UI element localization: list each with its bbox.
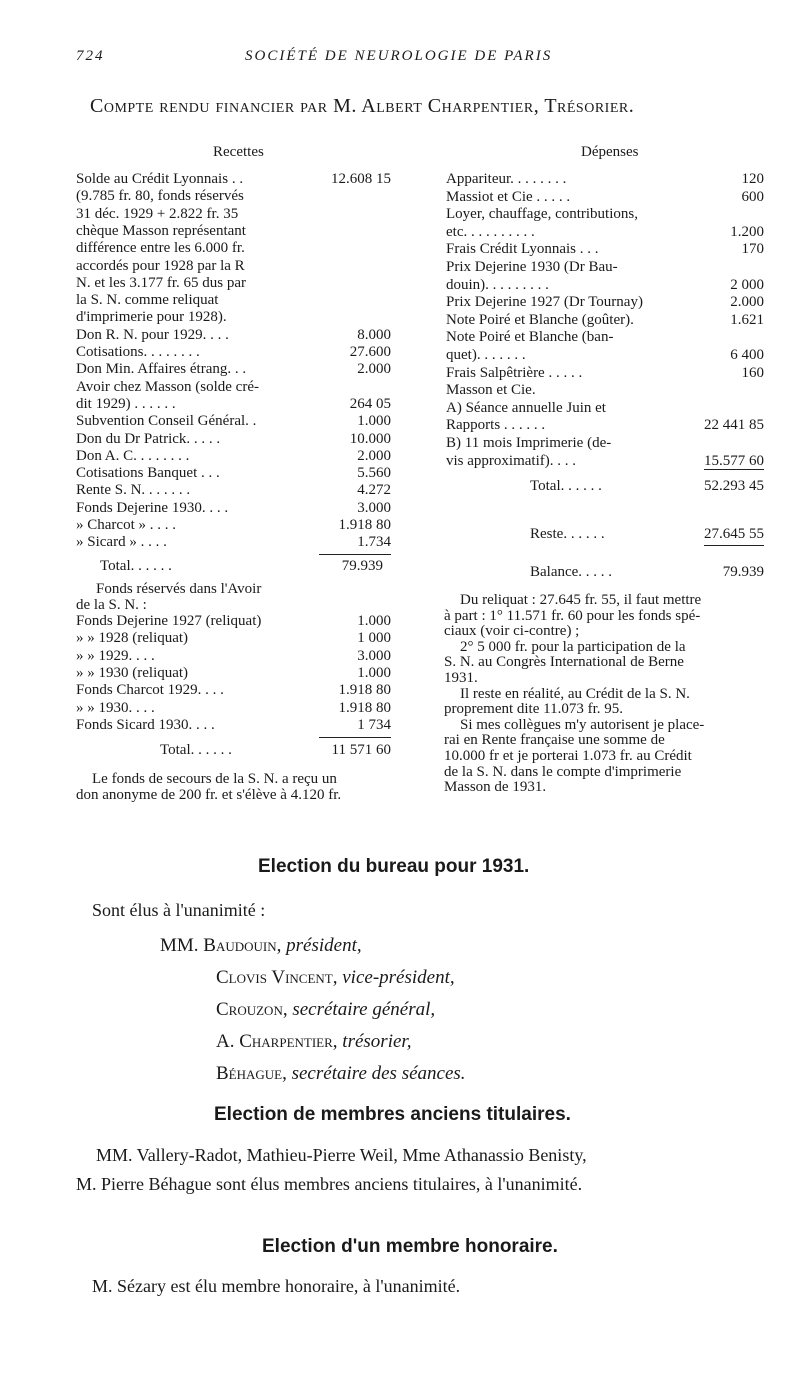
ledger-amount: 1.918 80 (338, 682, 391, 699)
member-role: secrétaire général, (292, 999, 436, 1020)
ledger-row (76, 666, 391, 681)
bureau-member: Crouzon, secrétaire général, (216, 999, 436, 1020)
ledger-label: A) Séance annuelle Juin et (446, 399, 606, 416)
ledger-label: etc. . . . . . . . . . (446, 223, 535, 240)
recettes-heading: Recettes (213, 144, 264, 160)
page-number: 724 (76, 48, 105, 64)
total-label: Total. . . . . . (160, 742, 232, 759)
ledger-label: Frais Salpêtrière . . . . . (446, 364, 583, 381)
ledger-row (76, 501, 391, 516)
ledger-row (446, 436, 764, 451)
reliquat-line: à part : 1° 11.571 fr. 60 pour les fonds spé- (444, 607, 701, 624)
member-name: Baudouin (203, 935, 277, 956)
election-bureau-heading: Election du bureau pour 1931. (258, 856, 530, 877)
ledger-label: (9.785 fr. 80, fonds réservés (76, 188, 244, 205)
ledger-row (446, 260, 764, 275)
ledger-amount: 1 734 (357, 716, 391, 733)
total-rule (319, 737, 391, 738)
ledger-row (76, 466, 391, 481)
depenses-heading: Dépenses (581, 144, 639, 160)
ledger-row (446, 418, 764, 433)
ledger-row (446, 172, 764, 187)
ledger-amount: 2.000 (357, 447, 391, 464)
election-honoraire-heading: Election d'un membre honoraire. (262, 1236, 558, 1257)
ledger-amount: 1.000 (357, 613, 391, 629)
ledger-row (76, 397, 391, 412)
ledger-row (76, 449, 391, 464)
ledger-label: » » 1928 (reliquat) (76, 630, 189, 647)
ledger-amount: 2.000 (357, 361, 391, 378)
ledger-label: Fonds Dejerine 1927 (reliquat) (76, 613, 262, 629)
ledger-label: dit 1929) . . . . . . (76, 395, 176, 412)
ledger-amount: 27.600 (349, 344, 391, 360)
election-honoraire-line: M. Sézary est élu membre honoraire, à l'unanimité. (92, 1276, 461, 1296)
ledger-row (76, 207, 391, 222)
ledger-label: Note Poiré et Blanche (ban- (446, 329, 614, 346)
ledger-label: accordés pour 1928 par la R (76, 257, 245, 274)
ledger-amount: 160 (741, 364, 764, 381)
bureau-member: Clovis Vincent, vice-président, (216, 967, 455, 988)
ledger-row (446, 242, 764, 257)
bureau-member: Béhague, secrétaire des séances. (216, 1063, 466, 1084)
ledger-row (76, 631, 391, 646)
ledger-amount: 1.621 (730, 311, 764, 328)
ledger-row (76, 328, 391, 343)
ledger-amount: 22 441 85 (704, 417, 764, 434)
reliquat-line: ciaux (voir ci-contre) ; (444, 623, 580, 640)
ledger-label: B) 11 mois Imprimerie (de- (446, 435, 612, 451)
ledger-row (76, 224, 391, 239)
member-name: Béhague (216, 1063, 283, 1084)
ledger-label: Don du Dr Patrick. . . . . (76, 430, 221, 447)
ledger-label: d'imprimerie pour 1928). (76, 309, 227, 326)
ledger-row (446, 401, 764, 416)
reserves-note-2: don anonyme de 200 fr. et s'élève à 4.120 fr. (76, 787, 342, 803)
ledger-row (76, 649, 391, 664)
ledger-row (76, 189, 391, 204)
ledger-row (76, 259, 391, 274)
ledger-row (76, 432, 391, 447)
ledger-row (446, 207, 764, 222)
ledger-amount: 170 (741, 241, 764, 258)
ledger-amount: 1.000 (357, 664, 391, 681)
reliquat-line: rai en Rente française une somme de (444, 732, 665, 749)
ledger-label: vis approximatif). . . . (446, 452, 576, 469)
total-amount: 52.293 45 (704, 478, 764, 495)
ledger-label: Massiot et Cie . . . . . (446, 188, 571, 205)
member-name: A. Charpentier (216, 1031, 333, 1052)
ledger-label: Rapports . . . . . . (446, 417, 546, 434)
ledger-label: Fonds Sicard 1930. . . . (76, 716, 215, 733)
member-role: président, (286, 935, 362, 956)
total-amount: 79.939 (341, 557, 383, 574)
ledger-label: Cotisations. . . . . . . . (76, 344, 200, 360)
ledger-row (76, 414, 391, 429)
ledger-amount: 1.918 80 (338, 699, 391, 716)
ledger-row (446, 225, 764, 240)
ledger-amount: 1.000 (357, 413, 391, 430)
ledger-label: Rente S. N. . . . . . . (76, 482, 191, 499)
election-anciens-line-1: MM. Vallery-Radot, Mathieu-Pierre Weil, Mme Athanassio Benisty, (96, 1145, 587, 1165)
member-name: Clovis Vincent (216, 967, 333, 988)
ledger-row (76, 345, 391, 360)
member-role: vice-président, (342, 967, 455, 988)
balance-amount: 79.939 (722, 564, 764, 581)
ledger-row (76, 559, 391, 574)
ledger-amount: 120 (741, 171, 764, 187)
ledger-row (76, 683, 391, 698)
ledger-label: Subvention Conseil Général. . (76, 413, 257, 430)
ledger-amount: 264 05 (349, 395, 391, 412)
ledger-row (446, 278, 764, 293)
ledger-label: » » 1930 (reliquat) (76, 664, 189, 681)
ledger-row (76, 483, 391, 498)
bureau-member: A. Charpentier, trésorier, (216, 1031, 412, 1052)
total-label: Total. . . . . . (100, 557, 172, 574)
ledger-amount: 600 (741, 188, 764, 205)
ledger-label: Fonds Charcot 1929. . . . (76, 682, 224, 699)
ledger-amount: 4.272 (357, 482, 391, 499)
total-amount: 11 571 60 (331, 742, 391, 759)
ledger-row (446, 383, 764, 398)
ledger-amount: 1.200 (730, 223, 764, 240)
ledger-row (76, 743, 391, 758)
reliquat-line: Si mes collègues m'y autorisent je place- (460, 716, 705, 733)
ledger-row (446, 527, 764, 542)
member-name: Crouzon (216, 999, 283, 1020)
ledger-amount: 15.577 60 (704, 452, 764, 469)
reliquat-line: Du reliquat : 27.645 fr. 55, il faut mettre (460, 592, 702, 608)
reliquat-line: Masson de 1931. (444, 779, 547, 796)
ledger-label: Fonds Dejerine 1930. . . . (76, 499, 229, 516)
ledger-label: Prix Dejerine 1930 (Dr Bau- (446, 259, 618, 275)
reliquat-line: 10.000 fr et je porterai 1.073 fr. au Crédit (444, 748, 692, 764)
ledger-label: Loyer, chauffage, contributions, (446, 206, 638, 223)
ledger-label: » » 1930. . . . (76, 699, 155, 716)
ledger-row (446, 479, 764, 494)
ledger-row (446, 565, 764, 580)
reliquat-line: S. N. au Congrès International de Berne (444, 654, 684, 671)
ledger-amount: 3.000 (357, 499, 391, 516)
ledger-label: Don Min. Affaires étrang. . . (76, 361, 247, 378)
ledger-label: douin). . . . . . . . . (446, 276, 549, 293)
reliquat-line: 2° 5 000 fr. pour la participation de la (460, 638, 686, 655)
ledger-label: 31 déc. 1929 + 2.822 fr. 35 (76, 205, 239, 222)
ledger-row (76, 380, 391, 395)
reliquat-line: proprement dite 11.073 fr. 95. (444, 701, 623, 718)
ledger-row (446, 348, 764, 363)
ledger-row (76, 276, 391, 291)
report-title: Compte rendu financier par M. Albert Charpentier, Trésorier. (90, 95, 635, 117)
ledger-row (76, 293, 391, 308)
ledger-row (76, 172, 391, 187)
total-rule (319, 554, 391, 555)
ledger-amount: 3.000 (357, 647, 391, 664)
election-anciens-line-2: M. Pierre Béhague sont élus membres anciens titulaires, à l'unanimité. (76, 1174, 583, 1194)
ledger-label: Note Poiré et Blanche (goûter). (446, 311, 634, 328)
reserves-heading: Fonds réservés dans l'Avoir (96, 581, 262, 597)
ledger-row (76, 518, 391, 533)
ledger-amount: 2 000 (730, 276, 764, 293)
reserves-heading-2: de la S. N. : (76, 597, 147, 613)
ledger-label: la S. N. comme reliquat (76, 292, 219, 309)
ledger-label: » Sicard » . . . . (76, 534, 167, 551)
ledger-label: différence entre les 6.000 fr. (76, 240, 245, 257)
ledger-label: Appariteur. . . . . . . . (446, 171, 567, 187)
reste-amount: 27.645 55 (704, 526, 764, 543)
running-title: SOCIÉTÉ DE NEUROLOGIE DE PARIS (245, 48, 553, 64)
ledger-amount: 5.560 (357, 465, 391, 482)
reliquat-line: Il reste en réalité, au Crédit de la S. N. (460, 685, 690, 702)
ledger-row (76, 614, 391, 629)
ledger-label: Frais Crédit Lyonnais . . . (446, 241, 599, 258)
member-role: secrétaire des séances. (291, 1063, 466, 1084)
ledger-row (446, 313, 764, 328)
election-bureau-intro: Sont élus à l'unanimité : (92, 900, 266, 920)
ledger-amount: 12.608 15 (331, 171, 391, 187)
ledger-row (76, 701, 391, 716)
reste-rule (704, 545, 764, 546)
ledger-row (76, 241, 391, 256)
ledger-row (76, 535, 391, 550)
ledger-row (446, 190, 764, 205)
ledger-amount: 2.000 (730, 294, 764, 311)
election-anciens-heading: Election de membres anciens titulaires. (214, 1104, 571, 1125)
ledger-label: N. et les 3.177 fr. 65 dus par (76, 274, 246, 291)
ledger-amount: 1.918 80 (338, 517, 391, 533)
ledger-row (446, 454, 764, 469)
balance-label: Balance. . . . . (530, 564, 613, 581)
ledger-amount: 1 000 (357, 630, 391, 647)
ledger-label: Masson et Cie. (446, 382, 536, 399)
ledger-row (446, 366, 764, 381)
reste-label: Reste. . . . . . (530, 526, 605, 543)
ledger-row (446, 330, 764, 345)
reserves-note-1: Le fonds de secours de la S. N. a reçu un (92, 771, 337, 787)
ledger-label: chèque Masson représentant (76, 222, 246, 239)
bureau-member: MM. Baudouin, président, (160, 935, 362, 956)
ledger-label: Solde au Crédit Lyonnais . . (76, 171, 244, 187)
ledger-label: Prix Dejerine 1927 (Dr Tournay) (446, 294, 643, 311)
ledger-label: Avoir chez Masson (solde cré- (76, 378, 259, 395)
total-label: Total. . . . . . (530, 478, 602, 495)
ledger-amount: 6 400 (730, 347, 764, 363)
ledger-amount: 1.734 (357, 534, 391, 551)
ledger-row (76, 362, 391, 377)
ledger-label: Don R. N. pour 1929. . . . (76, 326, 229, 343)
ledger-row (446, 295, 764, 310)
ledger-amount: 8.000 (357, 326, 391, 343)
member-prefix: MM. (160, 935, 204, 956)
reliquat-line: de la S. N. dans le compte d'imprimerie (444, 763, 682, 780)
ledger-label: » » 1929. . . . (76, 647, 155, 664)
ledger-label: Cotisations Banquet . . . (76, 465, 220, 482)
ledger-label: Don A. C. . . . . . . . (76, 447, 190, 464)
ledger-row (76, 718, 391, 733)
ledger-label: » Charcot » . . . . (76, 517, 176, 533)
total-rule (704, 469, 764, 470)
ledger-amount: 10.000 (349, 430, 391, 447)
ledger-row (76, 310, 391, 325)
ledger-label: quet). . . . . . . (446, 347, 526, 363)
reliquat-line: 1931. (444, 670, 478, 686)
member-role: trésorier, (342, 1031, 412, 1052)
